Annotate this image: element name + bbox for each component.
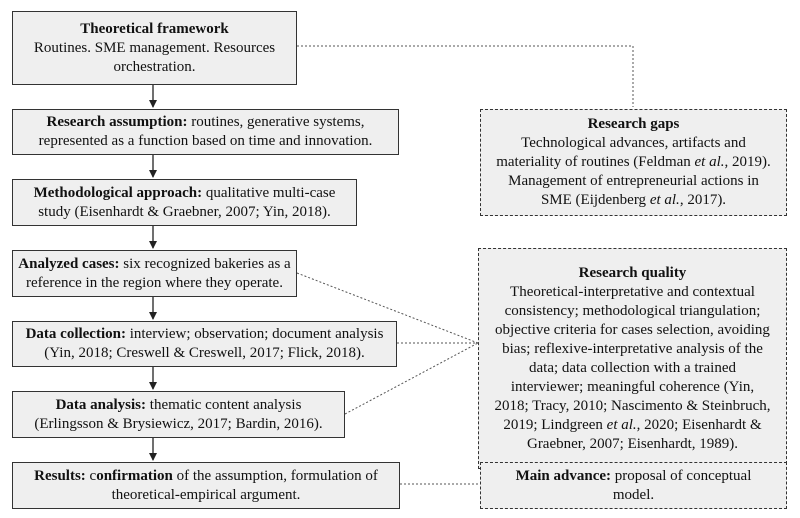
framework-title: Theoretical framework (80, 20, 229, 37)
data-analysis-box (12, 391, 345, 438)
theoretical-framework-box (12, 11, 297, 85)
quality-line-4: bias; reflexive-interpretative analysis of the (502, 340, 763, 357)
quality-l8a: 2019; Lindgreen (503, 416, 607, 433)
method-line-1 (34, 184, 336, 203)
results-line-1 (34, 467, 378, 486)
quality-l8-etal: et al. (606, 416, 637, 433)
method-text-1: qualitative multi-case (202, 184, 336, 201)
results-line-2: theoretical-empirical argument. (111, 486, 301, 503)
data-collection-box (12, 321, 397, 367)
method-line-2: study (Eisenhardt & Graebner, 2007; Yin, 2018). (38, 203, 331, 220)
analysis-text-1: thematic content analysis (146, 396, 302, 413)
collection-label: Data collection: (25, 326, 126, 342)
collection-line-1 (26, 325, 384, 344)
analysis-line-1 (56, 396, 302, 415)
research-gaps-box (480, 109, 787, 216)
framework-text-2: orchestration. (113, 58, 196, 75)
cases-text-1: six recognized bakeries as a (119, 255, 291, 272)
quality-line-3: objective criteria for cases selection, avoiding (495, 321, 770, 338)
results-label: Results: (34, 467, 86, 484)
collection-line-2: (Yin, 2018; Creswell & Creswell, 2017; Flick, 2018). (44, 345, 365, 361)
gaps-line-4 (541, 191, 726, 210)
quality-line-9: Graebner, 2007; Eisenhardt, 1989). (526, 435, 738, 452)
analysis-line-2: (Erlingsson & Brysiewicz, 2017; Bardin, 2016). (34, 415, 323, 432)
gaps-l2-etal: et al. (694, 154, 725, 170)
gaps-line-2 (496, 153, 771, 172)
gaps-title: Research gaps (587, 116, 680, 132)
framework-text-1: Routines. SME management. Resources (33, 39, 276, 56)
gaps-line-3: Management of entrepreneurial actions in (508, 173, 759, 189)
assumption-label: Research assumption: (46, 114, 188, 130)
method-label: Methodological approach: (33, 184, 203, 201)
cases-label: Analyzed cases: (18, 255, 120, 272)
gaps-l4a: SME (Eijdenberg (540, 192, 650, 208)
assumption-line-1 (46, 113, 364, 132)
advance-text-1: proposal of conceptual (611, 467, 752, 484)
gaps-l4b: , 2017). (679, 192, 727, 208)
analyzed-cases-box (12, 250, 297, 297)
gaps-l4-etal: et al. (649, 192, 680, 208)
results-text-1: of the assumption, formulation of (172, 467, 378, 484)
results-label-gap: c (85, 467, 97, 484)
quality-l8b: , 2020; Eisenhardt & (636, 416, 762, 433)
results-box (12, 462, 400, 509)
main-advance-box (480, 462, 787, 509)
gaps-l2a: materiality of routines (Feldman (496, 154, 695, 170)
quality-title: Research quality (578, 264, 687, 281)
dotted-link-framework-to-gaps (297, 46, 633, 107)
quality-line-6: interviewer; meaningful coherence (Yin, (510, 378, 755, 395)
gaps-l2b: , 2019). (724, 154, 771, 170)
assumption-line-2: represented as a function based on time and innovation. (38, 133, 373, 149)
advance-label: Main advance: (515, 467, 612, 484)
advance-line-2: model. (612, 486, 655, 503)
quality-line-2: consistency; methodological triangulation; (504, 302, 761, 319)
quality-line-5: data; data collection with a trained (529, 359, 736, 376)
methodological-approach-box (12, 179, 357, 226)
advance-line-1 (516, 467, 752, 486)
gaps-line-1: Technological advances, artifacts and (521, 135, 746, 151)
collection-text-1: interview; observation; document analysis (125, 326, 384, 342)
assumption-text-1: routines, generative systems, (187, 114, 365, 130)
cases-line-2: reference in the region where they operate. (26, 274, 283, 291)
quality-line-1: Theoretical-interpretative and contextual (510, 283, 755, 300)
analysis-label: Data analysis: (55, 396, 147, 413)
quality-line-7: 2018; Tracy, 2010; Nascimento & Steinbruch, (494, 397, 771, 414)
cases-line-1 (18, 255, 290, 274)
research-quality-box (478, 248, 787, 469)
quality-line-8 (503, 416, 761, 435)
results-label-bold: onfirmation (96, 467, 173, 484)
research-assumption-box (12, 109, 399, 155)
